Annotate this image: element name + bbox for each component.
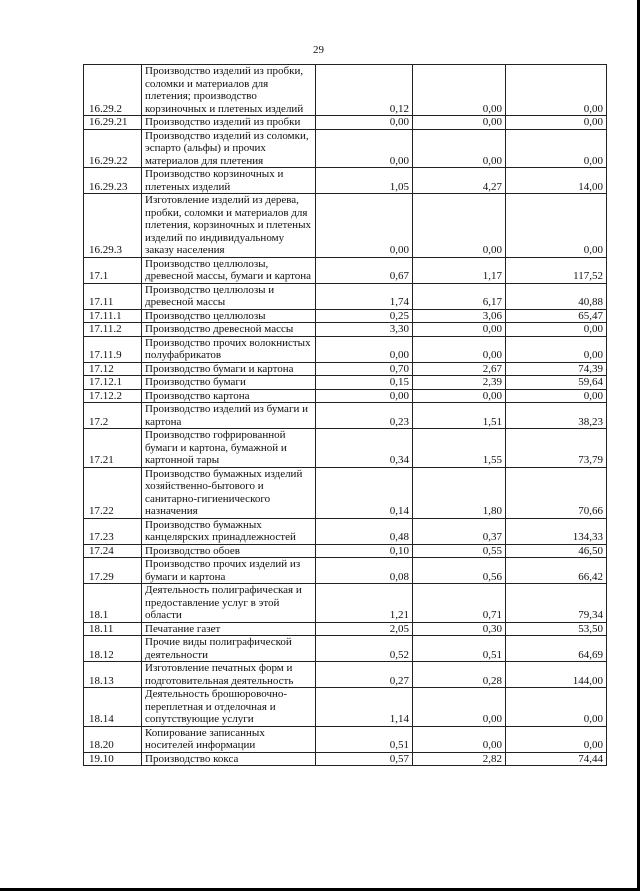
row-name: Производство изделий из соломки, эспарто (альфы) и прочих материалов для плетения: [142, 129, 316, 168]
row-value-2: 0,37: [413, 518, 506, 544]
row-value-1: 0,08: [316, 558, 413, 584]
row-value-1: 0,23: [316, 403, 413, 429]
row-code: 17.12.2: [84, 389, 142, 403]
row-value-1: 1,14: [316, 688, 413, 727]
row-name: Деятельность полиграфическая и предоставление услуг в этой области: [142, 584, 316, 623]
row-code: 17.11.9: [84, 336, 142, 362]
table-row: [84, 636, 607, 662]
table-row: [84, 194, 607, 258]
row-value-2: 0,00: [413, 323, 506, 337]
row-value-2: 0,71: [413, 584, 506, 623]
row-value-1: 0,00: [316, 116, 413, 130]
row-code: 18.11: [84, 622, 142, 636]
table-row: [84, 376, 607, 390]
row-code: 18.13: [84, 662, 142, 688]
row-code: 17.12.1: [84, 376, 142, 390]
row-value-2: 2,67: [413, 362, 506, 376]
table-row: [84, 283, 607, 309]
row-value-3: 0,00: [506, 116, 607, 130]
row-value-2: 0,00: [413, 726, 506, 752]
row-name: Производство гофрированной бумаги и картона, бумажной и картонной тары: [142, 429, 316, 468]
row-code: 16.29.2: [84, 65, 142, 116]
table-row: [84, 336, 607, 362]
row-code: 17.2: [84, 403, 142, 429]
row-value-1: 0,34: [316, 429, 413, 468]
row-value-1: 0,15: [316, 376, 413, 390]
table-row: [84, 752, 607, 766]
row-value-1: 0,70: [316, 362, 413, 376]
table-row: [84, 558, 607, 584]
row-code: 17.11.2: [84, 323, 142, 337]
table-row: [84, 429, 607, 468]
table-row: [84, 389, 607, 403]
row-value-2: 2,39: [413, 376, 506, 390]
row-value-3: 66,42: [506, 558, 607, 584]
row-code: 17.11.1: [84, 309, 142, 323]
row-name: Производство обоев: [142, 544, 316, 558]
row-value-3: 59,64: [506, 376, 607, 390]
row-name: Производство бумажных канцелярских принадлежностей: [142, 518, 316, 544]
row-value-2: 1,17: [413, 257, 506, 283]
row-name: Производство целлюлозы: [142, 309, 316, 323]
row-value-1: 0,14: [316, 467, 413, 518]
row-value-3: 38,23: [506, 403, 607, 429]
row-value-1: 0,27: [316, 662, 413, 688]
row-name: Производство кокса: [142, 752, 316, 766]
row-value-3: 65,47: [506, 309, 607, 323]
table-row: [84, 309, 607, 323]
row-name: Производство целлюлозы, древесной массы, бумаги и картона: [142, 257, 316, 283]
row-code: 19.10: [84, 752, 142, 766]
row-value-3: 0,00: [506, 726, 607, 752]
row-name: Производство целлюлозы и древесной массы: [142, 283, 316, 309]
row-code: 17.24: [84, 544, 142, 558]
row-value-2: 3,06: [413, 309, 506, 323]
row-value-2: 1,55: [413, 429, 506, 468]
row-value-1: 1,05: [316, 168, 413, 194]
row-value-1: 0,57: [316, 752, 413, 766]
row-value-1: 0,10: [316, 544, 413, 558]
table-row: [84, 622, 607, 636]
table-row: [84, 362, 607, 376]
row-value-1: 0,67: [316, 257, 413, 283]
table-row: [84, 518, 607, 544]
row-value-1: 1,74: [316, 283, 413, 309]
row-value-2: 0,00: [413, 194, 506, 258]
row-value-3: 70,66: [506, 467, 607, 518]
row-value-2: 0,56: [413, 558, 506, 584]
row-code: 17.23: [84, 518, 142, 544]
row-name: Производство бумаги и картона: [142, 362, 316, 376]
row-name: Копирование записанных носителей информации: [142, 726, 316, 752]
row-value-2: 4,27: [413, 168, 506, 194]
row-code: 16.29.3: [84, 194, 142, 258]
row-value-2: 0,51: [413, 636, 506, 662]
row-value-1: 0,48: [316, 518, 413, 544]
row-value-1: 0,51: [316, 726, 413, 752]
table-row: [84, 257, 607, 283]
row-code: 17.12: [84, 362, 142, 376]
row-value-2: 1,80: [413, 467, 506, 518]
row-value-3: 0,00: [506, 336, 607, 362]
row-value-2: 0,00: [413, 116, 506, 130]
row-value-2: 2,82: [413, 752, 506, 766]
row-value-3: 0,00: [506, 688, 607, 727]
row-code: 17.11: [84, 283, 142, 309]
row-value-2: 6,17: [413, 283, 506, 309]
row-value-1: 0,25: [316, 309, 413, 323]
row-code: 17.21: [84, 429, 142, 468]
row-name: Печатание газет: [142, 622, 316, 636]
row-value-3: 40,88: [506, 283, 607, 309]
row-code: 17.1: [84, 257, 142, 283]
row-code: 18.12: [84, 636, 142, 662]
row-code: 16.29.22: [84, 129, 142, 168]
table-row: [84, 662, 607, 688]
row-value-1: 0,00: [316, 336, 413, 362]
row-name: Производство прочих волокнистых полуфабрикатов: [142, 336, 316, 362]
row-name: Производство древесной массы: [142, 323, 316, 337]
table-row: [84, 168, 607, 194]
table-row: [84, 403, 607, 429]
row-value-3: 79,34: [506, 584, 607, 623]
row-value-1: 0,00: [316, 389, 413, 403]
row-value-2: 0,00: [413, 688, 506, 727]
statistics-table: [83, 64, 607, 766]
row-value-2: 0,30: [413, 622, 506, 636]
row-name: Производство картона: [142, 389, 316, 403]
row-value-2: 0,00: [413, 65, 506, 116]
row-value-2: 0,00: [413, 336, 506, 362]
row-value-3: 0,00: [506, 65, 607, 116]
row-name: Производство бумажных изделий хозяйственно-бытового и санитарно-гигиенического назначения: [142, 467, 316, 518]
row-value-1: 0,52: [316, 636, 413, 662]
row-value-3: 117,52: [506, 257, 607, 283]
row-value-3: 74,39: [506, 362, 607, 376]
row-value-2: 1,51: [413, 403, 506, 429]
row-code: 17.22: [84, 467, 142, 518]
row-code: 16.29.21: [84, 116, 142, 130]
row-name: Деятельность брошюровочно-переплетная и отделочная и сопутствующие услуги: [142, 688, 316, 727]
row-value-3: 64,69: [506, 636, 607, 662]
table-row: [84, 467, 607, 518]
table-row: [84, 544, 607, 558]
row-value-1: 0,00: [316, 129, 413, 168]
row-value-3: 0,00: [506, 194, 607, 258]
row-value-1: 0,12: [316, 65, 413, 116]
row-value-3: 0,00: [506, 129, 607, 168]
row-name: Изготовление изделий из дерева, пробки, соломки и материалов для плетения, корзиночных и плетеных изделий по индивидуальному заказу населения: [142, 194, 316, 258]
row-value-2: 0,00: [413, 129, 506, 168]
row-value-3: 74,44: [506, 752, 607, 766]
table-row: [84, 584, 607, 623]
row-value-3: 46,50: [506, 544, 607, 558]
table-row: [84, 323, 607, 337]
row-code: 18.1: [84, 584, 142, 623]
row-code: 17.29: [84, 558, 142, 584]
table-row: [84, 688, 607, 727]
page-number: 29: [313, 44, 324, 56]
row-value-3: 53,50: [506, 622, 607, 636]
row-name: Производство корзиночных и плетеных изделий: [142, 168, 316, 194]
row-value-3: 14,00: [506, 168, 607, 194]
table-row: [84, 129, 607, 168]
row-value-2: 0,28: [413, 662, 506, 688]
row-value-3: 73,79: [506, 429, 607, 468]
row-name: Производство прочих изделий из бумаги и картона: [142, 558, 316, 584]
row-name: Производство изделий из бумаги и картона: [142, 403, 316, 429]
row-name: Прочие виды полиграфической деятельности: [142, 636, 316, 662]
row-value-2: 0,55: [413, 544, 506, 558]
row-value-3: 0,00: [506, 323, 607, 337]
row-name: Производство бумаги: [142, 376, 316, 390]
row-name: Производство изделий из пробки: [142, 116, 316, 130]
row-code: 18.14: [84, 688, 142, 727]
row-value-1: 2,05: [316, 622, 413, 636]
row-code: 18.20: [84, 726, 142, 752]
row-name: Производство изделий из пробки, соломки и материалов для плетения; производство корзиночных и плетеных изделий: [142, 65, 316, 116]
table-row: [84, 116, 607, 130]
row-value-3: 134,33: [506, 518, 607, 544]
table-body: [84, 65, 607, 766]
row-code: 16.29.23: [84, 168, 142, 194]
row-value-3: 0,00: [506, 389, 607, 403]
row-value-1: 0,00: [316, 194, 413, 258]
row-value-3: 144,00: [506, 662, 607, 688]
row-value-2: 0,00: [413, 389, 506, 403]
row-name: Изготовление печатных форм и подготовительная деятельность: [142, 662, 316, 688]
table-row: [84, 726, 607, 752]
row-value-1: 3,30: [316, 323, 413, 337]
table-row: [84, 65, 607, 116]
row-value-1: 1,21: [316, 584, 413, 623]
